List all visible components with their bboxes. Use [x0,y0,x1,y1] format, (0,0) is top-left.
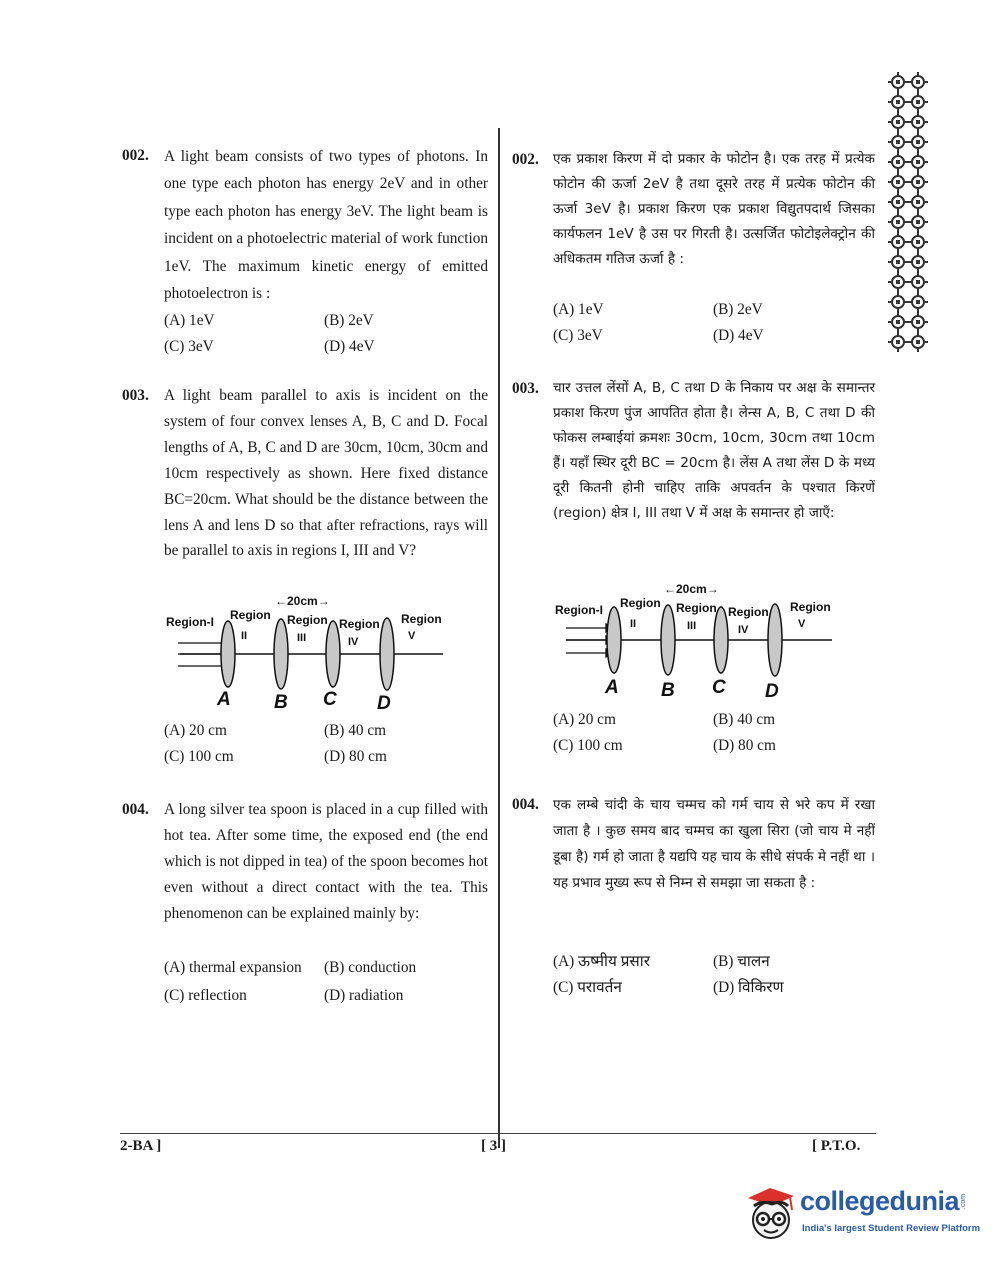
footer-rule [120,1133,876,1134]
region-label: IV [738,624,749,636]
lens-label: D [377,693,391,714]
lens-label: B [661,680,675,701]
option-b[interactable]: (B) 2eV [713,301,763,318]
question-number: 002. [512,151,539,168]
question-number: 004. [122,801,149,818]
option-d[interactable]: (D) 80 cm [713,737,776,754]
region-label: IV [348,636,359,648]
region-label: V [798,618,806,630]
question-002-en [122,143,488,373]
option-c[interactable]: (C) 3eV [553,327,603,344]
option-c[interactable]: (C) 3eV [164,338,214,355]
question-text: A light beam parallel to axis is incident on the system of four convex lenses A, B, C and D. Focal lengths of A, B, C and D are 30cm, 10cm, 30cm and 10cm respectively as shown. Here fixed distance BC=20cm. What should be the distance between the lens A and lens D so that after refractions, rays will be parallel to axis in regions I, III and V? [164,387,488,560]
lens-label: A [605,677,619,698]
option-b[interactable]: (B) 40 cm [324,722,387,739]
distance-label: ←20cm→ [275,594,330,608]
lens-d [380,618,394,690]
option-d[interactable]: (D) radiation [324,987,404,1004]
brand-name: collegedunia [800,1186,960,1216]
option-d[interactable]: (D) 4eV [324,338,375,355]
option-a[interactable]: (A) 20 cm [553,711,616,728]
question-text: चार उत्तल लेंसों A, B, C तथा D के निकाय पर अक्ष के समान्तर प्रकाश किरण पुंज आपतित होता है। लेन्स A, B, C तथा D की फोकस लम्बाईयां क्रमशः 30cm, 10cm, 30cm तथा 10cm हैं। यहाँ स्थिर दूरी BC = 20cm है। लेंस A तथा लेंस D के मध्य दूरी कितनी होनी चाहिए ताकि अपवर्तन के पश्चात किरणें (region) क्षेत्र I, III तथा V में अक्ष के समान्तर हो जाएँ: [553,380,875,521]
lens-label: C [712,677,726,698]
decorative-pattern-strip [888,72,928,352]
option-c[interactable]: (C) परावर्तन [553,979,622,996]
question-number: 003. [122,387,149,404]
region-label: Region [339,617,380,631]
option-c[interactable]: (C) 100 cm [553,737,623,754]
region-label: Region [401,612,442,626]
option-a[interactable]: (A) thermal expansion [164,959,302,976]
option-d[interactable]: (D) विकिरण [713,979,784,996]
region-label: III [297,632,307,644]
question-text: एक लम्बे चांदी के चाय चम्मच को गर्म चाय से भरे कप में रखा जाता है । कुछ समय बाद चम्मच का खुला सिरा (जो चाय मे नहीं डूबा है) गर्म हो जाता है यद्यपि यह चाय के सीधे संपर्क मे नहीं था । यह प्रभाव मुख्य रूप से निम्न से समझा जा सकता है : [553,797,875,891]
region-label: V [408,630,416,642]
lens-b [274,619,288,689]
brand-tagline: India's largest Student Review Platform [802,1223,981,1234]
region-label: III [687,620,697,632]
page-number: [ 3 ] [481,1138,506,1154]
pto-label: [ P.T.O. [812,1138,861,1154]
question-004-en [122,797,488,1017]
option-a[interactable]: (A) 20 cm [164,722,227,739]
column-divider [498,128,500,1148]
brand-suffix: .com [960,1193,968,1210]
lens-c [326,621,340,687]
footer-left: 2-BA ] [120,1138,162,1154]
option-b[interactable]: (B) conduction [324,959,417,976]
lens-label: D [765,681,779,702]
region-label: II [630,618,637,630]
lens-d [768,604,782,676]
region-label: Region [230,608,271,622]
question-003-hi [512,376,878,766]
question-text: A long silver tea spoon is placed in a cup filled with hot tea. After some time, the exposed end (the end which is not dipped in tea) of the spoon becomes hot even without a direct contact with the tea. This phenomenon can be explained mainly by: [164,801,488,922]
option-b[interactable]: (B) 40 cm [713,711,776,728]
option-d[interactable]: (D) 4eV [713,327,764,344]
region-label: Region [728,605,769,619]
question-004-hi [512,792,878,1012]
lens-a [607,607,621,673]
mascot-icon [742,1180,800,1246]
lens-b [661,605,675,675]
lens-c [714,607,728,673]
region-label: Region [620,596,661,610]
question-number: 002. [122,147,149,164]
question-002-hi [512,147,878,347]
lens-diagram-right [552,578,842,703]
lens-label: B [274,692,288,713]
question-text: एक प्रकाश किरण में दो प्रकार के फोटोन है। एक तरह में प्रत्येक फोटोन की ऊर्जा 2eV है तथा दूसरे तरह में प्रत्येक फोटोन की ऊर्जा 3eV है। प्रकाश किरण एक प्रकाश विद्युतपदार्थ जिसका कार्यफलन 1eV है उस पर गिरती है। उत्सर्जित फोटोइलेक्ट्रोन की अधिकतम गतिज ऊर्जा है : [553,151,875,267]
question-text: A light beam consists of two types of photons. In one type each photon has energy 2eV and in other type each photon has energy 3eV. The light beam is incident on a photoelectric material of work function 1eV. The maximum kinetic energy of emitted photoelectron is : [164,148,488,303]
option-a[interactable]: (A) 1eV [164,312,215,329]
option-a[interactable]: (A) ऊष्मीय प्रसार [553,953,650,970]
region-label: II [241,630,248,642]
region-label: Region-I [166,615,214,629]
option-c[interactable]: (C) 100 cm [164,748,234,765]
distance-label: ←20cm→ [664,582,719,596]
option-c[interactable]: (C) reflection [164,987,247,1004]
option-d[interactable]: (D) 80 cm [324,748,387,765]
region-label: Region [790,600,831,614]
question-number: 003. [512,380,539,397]
option-b[interactable]: (B) 2eV [324,312,374,329]
collegedunia-logo[interactable] [742,1180,981,1250]
lens-label: C [323,689,337,710]
region-label: Region [676,601,717,615]
lens-diagram-left [160,590,450,715]
region-label: Region [287,613,328,627]
option-b[interactable]: (B) चालन [713,953,770,970]
option-a[interactable]: (A) 1eV [553,301,604,318]
lens-a [221,621,235,687]
region-label: Region-I [555,603,603,617]
question-number: 004. [512,796,539,813]
lens-label: A [217,689,231,710]
